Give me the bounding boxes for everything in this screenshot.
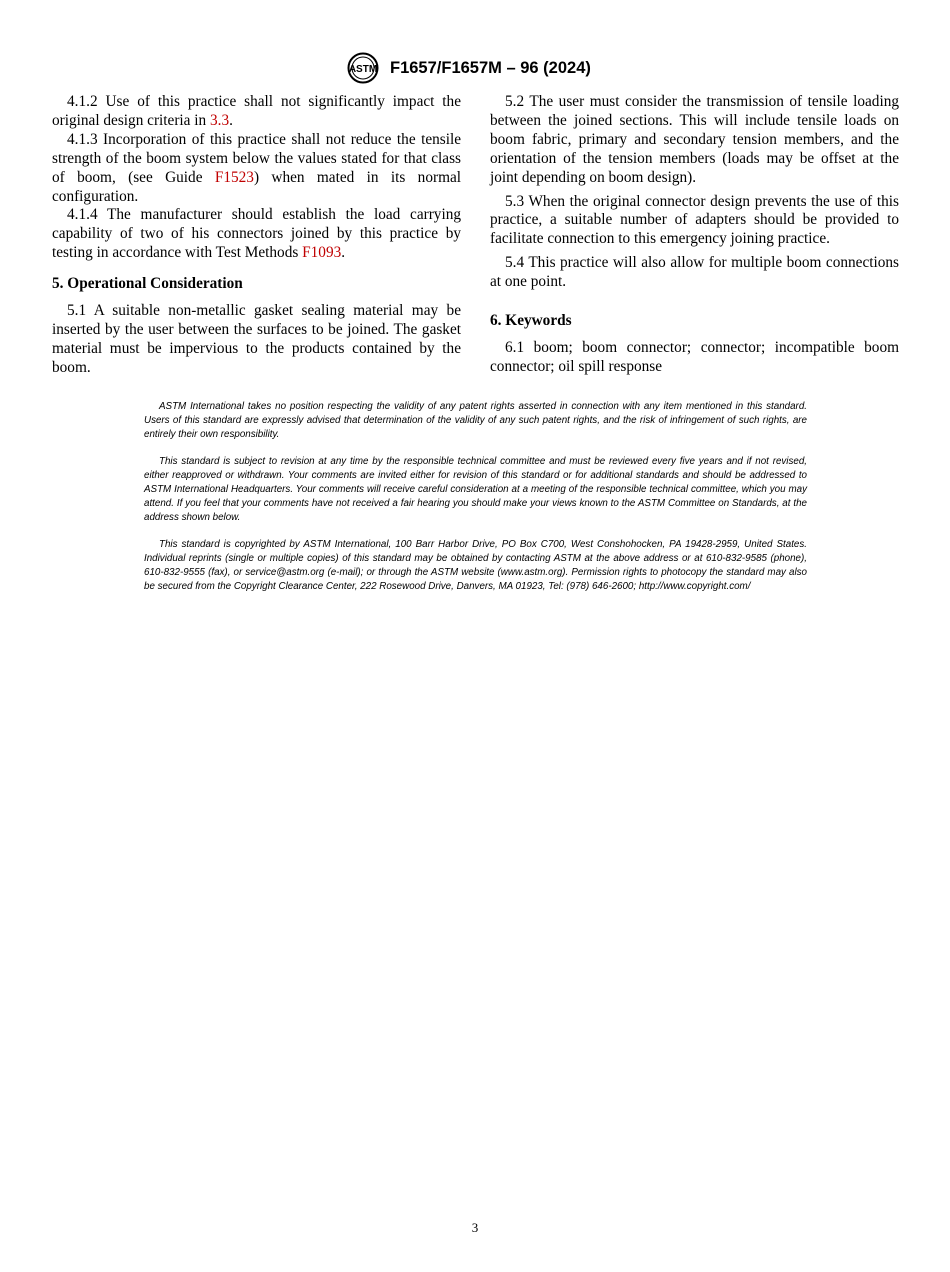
revision-notice: This standard is subject to revision at any time by the responsible technical committee and must be reviewed every five years and if not revised, either reapproved or withdrawn. Your comments are invited either for revision of this standard or for additional standards and should be addressed to ASTM International Headquarters. Your comments will receive careful consideration at a meeting of the responsible technical committee, which you may attend. If you feel that your comments have not received a fair hearing you should make your views known to the ASTM Committee on Standards, at the address shown below.	[144, 456, 807, 523]
left-column	[52, 93, 461, 378]
legal-notices	[144, 400, 807, 608]
paragraph-4-1-2: 4.1.2 Use of this practice shall not significantly impact the original design criteria in 3.3.	[52, 93, 461, 129]
patent-notice: ASTM International takes no position respecting the validity of any patent rights asserted in connection with any item mentioned in this standard. Users of this standard are expressly advised that determination of the validity of any such patent rights, and the risk of infringement of such rights, are entirely their own responsibility.	[144, 401, 807, 440]
svg-text:ASTM: ASTM	[348, 64, 378, 75]
paragraph-5-1: 5.1 A suitable non-metallic gasket sealing material may be inserted by the user between the surfaces to be joined. The gasket material must be impervious to the products contained by the boom.	[52, 302, 461, 376]
document-designation: F1657/F1657M – 96 (2024)	[390, 59, 591, 77]
astm-logo	[345, 52, 381, 84]
section-6-heading: 6. Keywords	[490, 312, 572, 330]
paragraph-6-1: 6.1 boom; boom connector; connector; incompatible boom connector; oil spill response	[490, 338, 899, 375]
paragraph-5-2: 5.2 The user must consider the transmission of tensile loading between the joined sections. This will include tensile loads on boom fabric, primary and secondary tension members, and the orientation of the tension members (loads may be offset at the joint depending on boom design).	[490, 93, 899, 186]
paragraph-4-1-4: 4.1.4 The manufacturer should establish the load carrying capability of two of his connectors joined by this practice by testing in accordance with Test Methods F1093.	[52, 206, 461, 262]
page-header	[0, 52, 950, 86]
right-column	[490, 93, 899, 377]
page-number: 3	[471, 1220, 479, 1235]
section-link-3-3[interactable]: 3.3	[210, 111, 230, 129]
paragraph-5-3: 5.3 When the original connector design prevents the use of this practice, a suitable number of adapters should be provided to facilitate connection to this emergency joining practice.	[490, 192, 899, 248]
standard-link-f1093[interactable]: F1093	[302, 244, 342, 262]
copyright-notice: This standard is copyrighted by ASTM International, 100 Barr Harbor Drive, PO Box C700, West Conshohocken, PA 19428-2959, United States. Individual reprints (single or multiple copies) of this standard may be obtained by contacting ASTM at the above address or at 610-832-9585 (phone), 610-832-9555 (fax), or service@astm.org (e-mail); or through the ASTM website (www.astm.org). Permission rights to photocopy the standard may also be secured from the Copyright Clearance Center, 222 Rosewood Drive, Danvers, MA 01923, Tel: (978) 646-2600; http://www.copyright.com/	[144, 539, 807, 592]
section-5-heading: 5. Operational Consideration	[52, 275, 243, 293]
standard-link-f1523[interactable]: F1523	[214, 168, 254, 186]
paragraph-5-4: 5.4 This practice will also allow for multiple boom connections at one point.	[490, 254, 899, 291]
paragraph-4-1-3: 4.1.3 Incorporation of this practice shall not reduce the tensile strength of the boom system below the values stated for that class of boom, (see Guide F1523) when mated in its normal configuration.	[52, 130, 462, 205]
